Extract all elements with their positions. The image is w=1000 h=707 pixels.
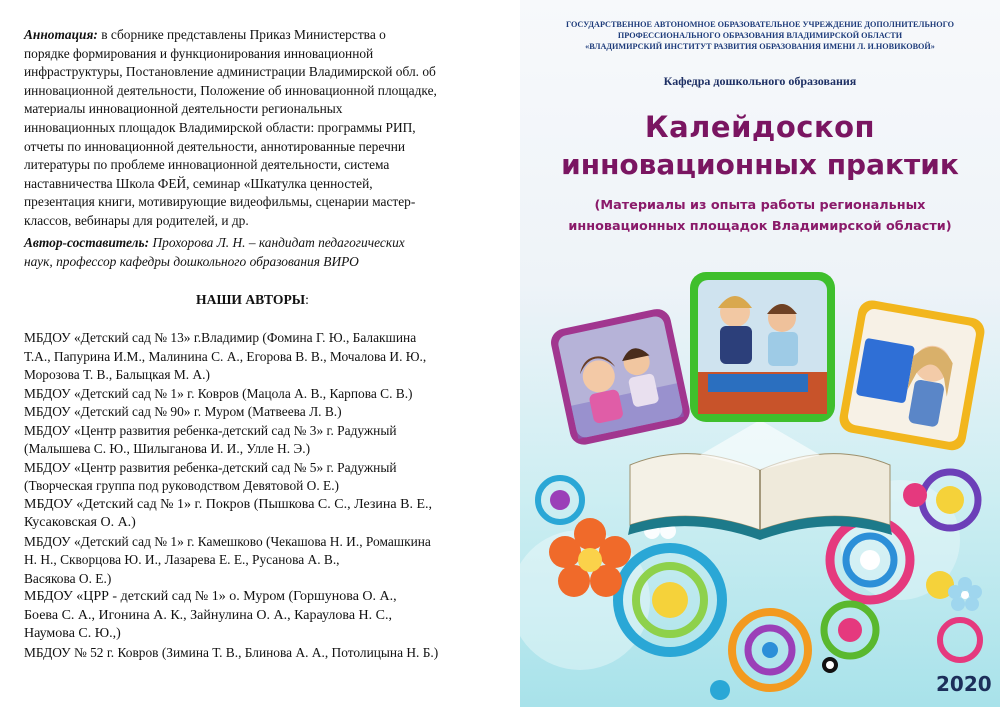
photo-right bbox=[837, 298, 986, 452]
photo-collage bbox=[520, 0, 1000, 707]
authors-list bbox=[24, 329, 482, 662]
author-line: наук, профессор кафедры дошкольного образования ВИРО bbox=[24, 253, 359, 269]
authors-line: МБДОУ «ЦРР - детский сад № 1» о. Муром (Горшунова О. А., bbox=[24, 589, 397, 604]
authors-line: Боева С. А., Игонина А. К., Зайнулина О. А., Караулова Н. С., bbox=[24, 607, 392, 623]
annotation-line: презентация книги, мотивирующие видеофильмы, сценарии мастер- bbox=[24, 194, 416, 210]
authors-line: МБДОУ «Детский сад № 1» г. Камешково (Чекашова Н. И., Ромашкина bbox=[24, 533, 431, 549]
institution-line: ГОСУДАРСТВЕННОЕ АВТОНОМНОЕ ОБРАЗОВАТЕЛЬНОЕ УЧРЕЖДЕНИЕ ДОПОЛНИТЕЛЬНОГО bbox=[565, 20, 955, 29]
authors-line: МБДОУ «Детский сад № 13» г.Владимир (Фомина Г. Ю., Балакшина bbox=[24, 330, 417, 345]
annotation-line: классов, вебинары для родителей, и др. bbox=[24, 212, 249, 228]
cover-page bbox=[520, 0, 1000, 707]
authors-line: МБДОУ «Детский сад № 90» г. Муром (Матвеева Л. В.) bbox=[24, 404, 342, 419]
institution-line: ПРОФЕССИОНАЛЬНОГО ОБРАЗОВАНИЯ ВЛАДИМИРСКОЙ ОБЛАСТИ bbox=[617, 31, 903, 40]
book-title-line1: Калейдоскоп bbox=[644, 110, 876, 144]
author-block bbox=[24, 234, 472, 271]
author-line: Прохорова Л. Н. – кандидат педагогических bbox=[152, 235, 405, 250]
institution-line: «ВЛАДИМИРСКИЙ ИНСТИТУТ РАЗВИТИЯ ОБРАЗОВАНИЯ ИМЕНИ Л. И.НОВИКОВОЙ» bbox=[585, 42, 935, 51]
authors-line: МБДОУ «Центр развития ребенка-детский сад № 3» г. Радужный bbox=[24, 422, 397, 438]
authors-heading-text: НАШИ АВТОРЫ bbox=[196, 292, 306, 307]
publication-year: 2020 bbox=[936, 672, 992, 696]
authors-line: МБДОУ «Детский сад № 1» г. Ковров (Мацола А. В., Карпова С. В.) bbox=[24, 385, 413, 401]
subtitle-line: инновационных площадок Владимирской области) bbox=[568, 219, 952, 234]
authors-line: Васякова О. Е.) bbox=[24, 570, 112, 586]
book-title-line2: инновационных практик bbox=[561, 148, 959, 181]
authors-line: Т.А., Папурина И.М., Малинина С. А., Егорова В. В., Мочалова И. Ю., bbox=[24, 348, 427, 364]
authors-heading-suffix: : bbox=[305, 292, 309, 307]
subtitle-line: (Материалы из опыта работы региональных bbox=[594, 198, 926, 213]
authors-line: Кусаковская О. А.) bbox=[24, 515, 136, 530]
authors-heading bbox=[0, 292, 505, 308]
annotation-line: материалы инновационной деятельности региональных bbox=[24, 101, 343, 117]
annotation-line: инновационной деятельности, Положение об инновационной площадке, bbox=[24, 82, 437, 98]
photo-center bbox=[690, 272, 835, 422]
authors-line: Н. Н., Скворцова Ю. И., Лазарева Е. Е., Русанова А. В., bbox=[24, 552, 340, 567]
department-name: Кафедра дошкольного образования bbox=[663, 74, 857, 88]
annotation-label: Аннотация: bbox=[24, 27, 98, 42]
authors-line: Морозова Т. В., Балыцкая М. А.) bbox=[24, 367, 210, 382]
annotation-line: литературы по проблеме инновационной деятельности, система bbox=[24, 157, 390, 173]
authors-line: (Малышева С. Ю., Шилыганова И. И., Улле Н. Э.) bbox=[24, 441, 311, 456]
authors-line: МБДОУ «Детский сад № 1» г. Покров (Пышкова С. С., Лезина В. Е., bbox=[24, 496, 432, 512]
author-label: Автор-составитель: bbox=[24, 235, 150, 250]
annotation-line: порядке формирования и функционирования инновационной bbox=[24, 45, 374, 61]
annotation-line: отчеты по инновационной деятельности, аннотированные перечни bbox=[24, 138, 406, 154]
annotation-line: наставничества Школа ФЕЙ, семинар «Шкатулка ценностей, bbox=[24, 175, 373, 191]
annotation-block bbox=[24, 26, 472, 231]
annotation-line: инновационных площадок Владимирской области: программы РИП, bbox=[24, 119, 416, 135]
annotation-line: в сборнике представлены Приказ Министерства о bbox=[101, 27, 386, 42]
authors-line: МБДОУ № 52 г. Ковров (Зимина Т. В., Блинова А. А., Потолицына Н. Б.) bbox=[24, 644, 439, 660]
authors-line: МБДОУ «Центр развития ребенка-детский сад № 5» г. Радужный bbox=[24, 459, 397, 475]
authors-line: (Творческая группа под руководством Девятовой О. Е.) bbox=[24, 478, 340, 493]
authors-line: Наумова С. Ю.,) bbox=[24, 626, 121, 641]
annotation-line: инфраструктуры, Постановление администрации Владимирской обл. об bbox=[24, 64, 436, 80]
photo-left bbox=[548, 306, 692, 447]
